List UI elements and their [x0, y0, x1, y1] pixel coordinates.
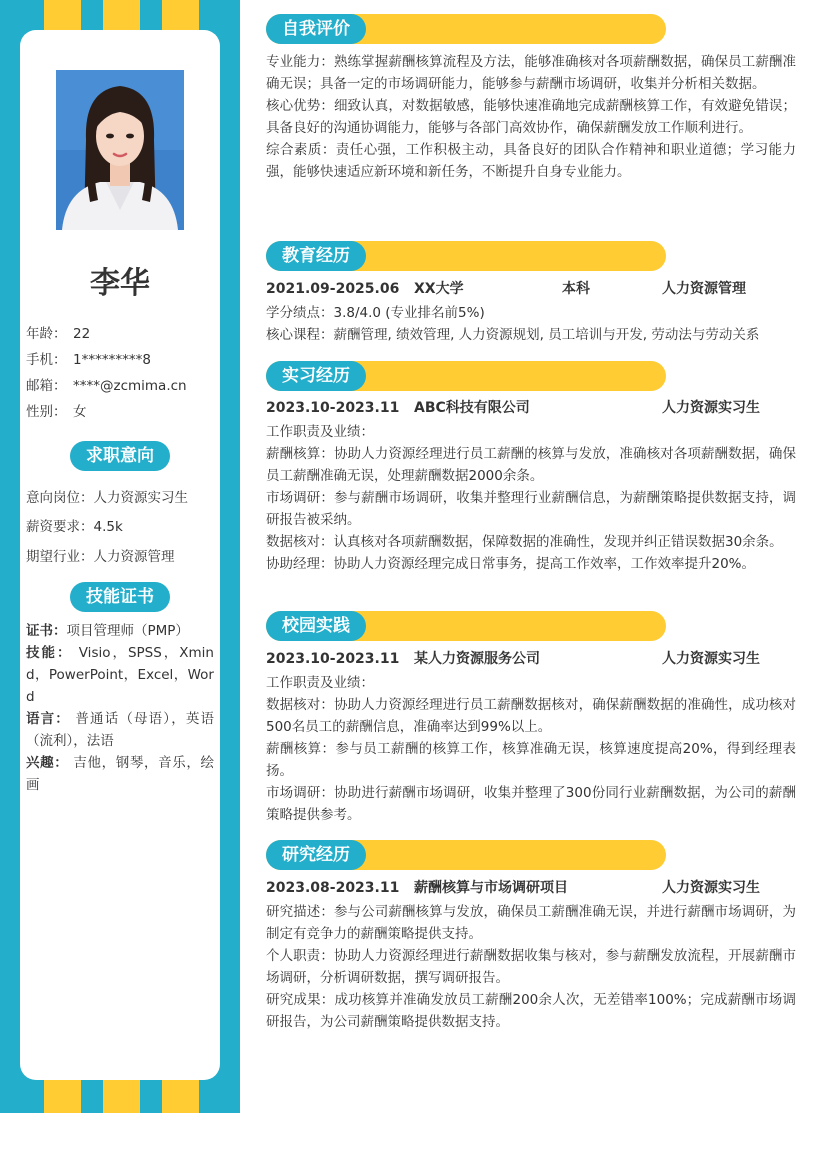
education-school: XX大学 — [414, 281, 464, 297]
campus-header-row — [266, 648, 796, 670]
info-email — [26, 374, 187, 394]
research-header-row — [266, 877, 796, 899]
internship-header-row — [266, 397, 796, 419]
info-label: 邮箱： — [26, 378, 67, 394]
research-project: 薪酬核算与市场调研项目 — [414, 880, 568, 896]
skill-value: Visio，SPSS，Xmind，PowerPoint，Excel，Word — [26, 645, 214, 705]
campus-company: 某人力资源服务公司 — [414, 651, 540, 667]
self-eval-paragraph: 专业能力：熟练掌握薪酬核算流程及方法，能够准确核对各项薪酬数据，确保员工薪酬准确无误；具备一定的市场调研能力，能够参与薪酬市场调研，收集并分析相关数据。 — [266, 54, 796, 92]
intent-salary: 薪资要求：4.5k — [26, 519, 123, 535]
info-value: 22 — [73, 326, 91, 342]
internship-company: ABC科技有限公司 — [414, 400, 530, 416]
skills-list — [26, 620, 214, 796]
internship-line: 市场调研：参与薪酬市场调研，收集并整理行业薪酬信息，为薪酬策略提供数据支持，调研报告被采纳。 — [266, 490, 796, 528]
section-header-self-eval — [266, 14, 666, 44]
research-line: 研究成果：成功核算并准确发放员工薪酬200余人次，无差错率100%；完成薪酬市场调研报告，为公司薪酬策略提供数据支持。 — [266, 992, 796, 1030]
section-title: 校园实践 — [266, 611, 366, 641]
education-date: 2021.09-2025.06 — [266, 281, 400, 297]
skill-value: 吉他，钢琴，音乐，绘画 — [26, 755, 215, 793]
internship-body — [266, 397, 796, 575]
self-eval-body — [266, 51, 796, 183]
education-header-row — [266, 278, 796, 300]
education-line: 核心课程：薪酬管理, 绩效管理, 人力资源规划, 员工培训与开发, 劳动法与劳动关系 — [266, 327, 760, 343]
section-header-internship — [266, 361, 666, 391]
skill-interests — [26, 752, 214, 796]
section-title: 教育经历 — [266, 241, 366, 271]
education-body — [266, 278, 796, 346]
education-degree: 本科 — [562, 281, 590, 297]
skill-label: 语言： — [26, 711, 70, 727]
skill-languages — [26, 708, 214, 752]
section-title: 研究经历 — [266, 840, 366, 870]
skill-value: 普通话（母语），英语（流利），法语 — [26, 711, 214, 749]
education-line: 学分绩点：3.8/4.0 (专业排名前5%) — [266, 305, 485, 321]
self-eval-paragraph: 综合素质：责任心强，工作积极主动，具备良好的团队合作精神和职业道德；学习能力强，能够快速适应新环境和新任务，不断提升自身专业能力。 — [266, 142, 796, 180]
info-age — [26, 322, 90, 342]
campus-body — [266, 648, 796, 826]
skill-label: 兴趣： — [26, 755, 69, 771]
info-gender — [26, 400, 87, 420]
campus-date: 2023.10-2023.11 — [266, 651, 400, 667]
research-line: 个人职责：协助人力资源经理进行薪酬数据收集与核对，参与薪酬发放流程，开展薪酬市场调研，分析调研数据，撰写调研报告。 — [266, 948, 796, 986]
section-title: 自我评价 — [266, 14, 366, 44]
campus-line: 市场调研：协助进行薪酬市场调研，收集并整理了300份同行业薪酬数据，为公司的薪酬策略提供参考。 — [266, 785, 796, 823]
info-value: 1*********8 — [73, 352, 151, 368]
campus-line: 工作职责及业绩： — [266, 675, 374, 691]
info-label: 手机： — [26, 352, 67, 368]
research-line: 研究描述：参与公司薪酬核算与发放，确保员工薪酬准确无误，并进行薪酬市场调研，为制定有竞争力的薪酬策略提供支持。 — [266, 904, 796, 942]
info-value: ****@zcmima.cn — [73, 378, 187, 394]
info-label: 年龄： — [26, 326, 67, 342]
section-header-campus — [266, 611, 666, 641]
internship-date: 2023.10-2023.11 — [266, 400, 400, 416]
skill-label: 证书： — [26, 623, 67, 639]
internship-line: 协助经理：协助人力资源经理完成日常事务，提高工作效率，工作效率提升20%。 — [266, 556, 756, 572]
skill-value: 项目管理师（PMP） — [66, 623, 189, 639]
campus-line: 薪酬核算：参与员工薪酬的核算工作，核算准确无误，核算速度提高20%，得到经理表扬。 — [266, 741, 796, 779]
info-phone — [26, 348, 151, 368]
internship-role: 人力资源实习生 — [662, 400, 760, 416]
internship-line: 薪酬核算：协助人力资源经理进行员工薪酬的核算与发放，准确核对各项薪酬数据，确保员工薪酬准确无误，处理薪酬数据2000余条。 — [266, 446, 796, 484]
skill-label: 技能： — [26, 645, 73, 661]
profile-name: 李华 — [90, 266, 150, 301]
skills-heading: 技能证书 — [70, 582, 170, 612]
research-role: 人力资源实习生 — [662, 880, 760, 896]
internship-line: 数据核对：认真核对各项薪酬数据，保障数据的准确性，发现并纠正错误数据30余条。 — [266, 534, 783, 550]
intent-industry: 期望行业：人力资源管理 — [26, 549, 175, 565]
campus-line: 数据核对：协助人力资源经理进行员工薪酬数据核对，确保薪酬数据的准确性，成功核对500名员工的薪酬信息，准确率达到99%以上。 — [266, 697, 796, 735]
research-date: 2023.08-2023.11 — [266, 880, 400, 896]
intent-heading: 求职意向 — [70, 441, 170, 471]
section-header-research — [266, 840, 666, 870]
internship-line: 工作职责及业绩： — [266, 424, 374, 440]
info-label: 性别： — [26, 404, 67, 420]
profile-photo — [56, 70, 184, 230]
self-eval-paragraph: 核心优势：细致认真，对数据敏感，能够快速准确地完成薪酬核算工作，有效避免错误；具备良好的沟通协调能力，能够与各部门高效协作，确保薪酬发放工作顺利进行。 — [266, 98, 796, 136]
section-header-education — [266, 241, 666, 271]
campus-role: 人力资源实习生 — [662, 651, 760, 667]
skill-certificate — [26, 620, 214, 642]
skill-tools — [26, 642, 214, 708]
info-value: 女 — [73, 404, 87, 420]
intent-position: 意向岗位：人力资源实习生 — [26, 490, 188, 506]
section-title: 实习经历 — [266, 361, 366, 391]
research-body — [266, 877, 796, 1033]
education-major: 人力资源管理 — [662, 281, 746, 297]
